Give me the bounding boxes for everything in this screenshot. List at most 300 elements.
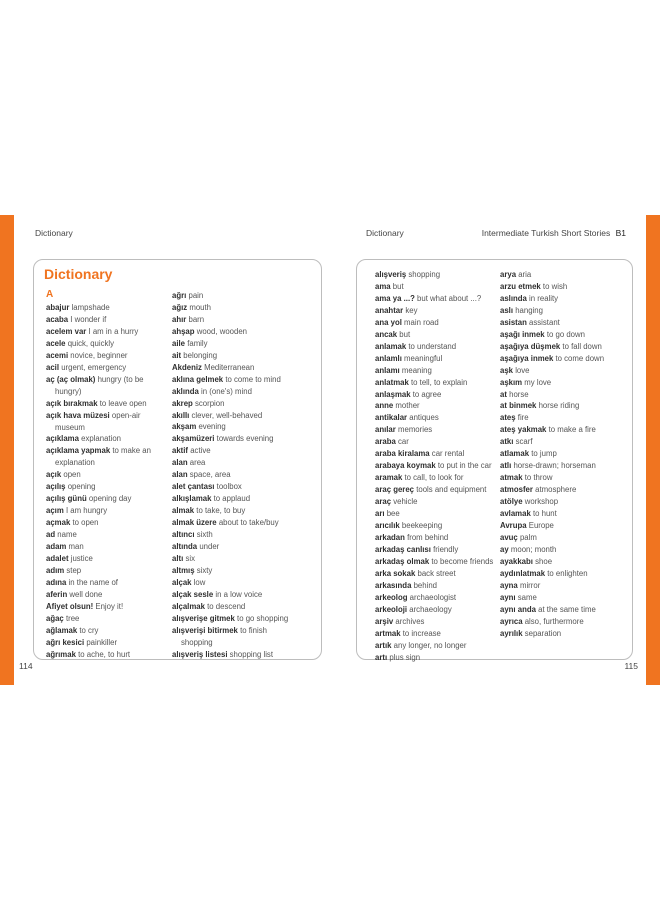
dictionary-entry xyxy=(46,445,171,457)
level-badge: B1 xyxy=(615,228,626,238)
dictionary-entry xyxy=(46,649,171,661)
dictionary-entry xyxy=(46,637,171,649)
headword: adam xyxy=(46,542,67,552)
dictionary-entry xyxy=(500,532,630,544)
headword: avlamak xyxy=(500,509,531,519)
dictionary-entry xyxy=(172,302,317,314)
headword: ancak xyxy=(375,329,398,339)
translation: urgent, emergency xyxy=(61,362,127,372)
translation: to finish xyxy=(240,625,267,635)
translation: same xyxy=(517,592,537,602)
headword: atmak xyxy=(500,473,523,483)
headword: ağız xyxy=(172,302,188,312)
translation: separation xyxy=(524,628,562,638)
dictionary-entry xyxy=(375,281,505,293)
translation: to come down xyxy=(555,353,605,363)
dictionary-entry xyxy=(46,326,171,338)
translation: to enlighten xyxy=(547,568,588,578)
headword: altı xyxy=(172,553,184,563)
translation: beekeeping xyxy=(401,521,443,531)
translation: pain xyxy=(188,291,204,300)
translation: love xyxy=(515,365,530,375)
left-running-head: Dictionary xyxy=(35,228,73,238)
headword: arşiv xyxy=(375,616,394,626)
translation: area xyxy=(189,458,206,468)
dictionary-entry xyxy=(172,613,317,625)
dictionary-entry xyxy=(500,604,630,616)
headword: aşağı inmek xyxy=(500,329,545,339)
dictionary-entry xyxy=(172,517,317,529)
left-page-number: 114 xyxy=(19,661,33,671)
dictionary-entry xyxy=(172,541,317,553)
dictionary-entry xyxy=(500,580,630,592)
dictionary-entry xyxy=(172,374,317,386)
headword: aynı xyxy=(500,592,516,602)
dictionary-entry xyxy=(172,386,317,398)
headword: at xyxy=(500,389,507,399)
headword: acele xyxy=(46,338,66,348)
headword: arkeolog xyxy=(375,592,408,602)
dictionary-entry xyxy=(375,652,505,664)
dictionary-entry xyxy=(375,412,505,424)
translation: about to take/buy xyxy=(218,518,279,528)
headword: açık xyxy=(46,470,62,480)
translation: wood, wooden xyxy=(196,326,248,336)
translation: back street xyxy=(417,568,456,578)
dictionary-entry xyxy=(172,290,317,302)
headword: alışveriş listesi xyxy=(172,649,228,659)
headword: aşağıya düşmek xyxy=(500,341,561,351)
headword: akşamüzeri xyxy=(172,434,215,444)
headword: ateş yakmak xyxy=(500,425,547,435)
headword: aslında xyxy=(500,293,527,303)
left-dictionary-box xyxy=(33,259,322,660)
dictionary-entry xyxy=(500,400,630,412)
dictionary-entry xyxy=(375,448,505,460)
dictionary-entry xyxy=(375,365,505,377)
translation: to wish xyxy=(542,281,568,291)
dictionary-entry xyxy=(172,457,317,469)
dictionary-entry xyxy=(375,353,505,365)
dictionary-entry xyxy=(46,481,171,493)
translation: horse xyxy=(509,389,529,399)
headword: alçalmak xyxy=(172,601,205,611)
translation: open xyxy=(63,470,81,480)
dictionary-entry xyxy=(375,532,505,544)
translation: bee xyxy=(386,509,400,519)
headword: Afiyet olsun! xyxy=(46,601,94,611)
headword: ayna xyxy=(500,580,518,590)
headword: alışverişe gitmek xyxy=(172,613,235,623)
translation-continued: explanation xyxy=(55,458,95,468)
translation: six xyxy=(185,553,195,563)
translation: opening xyxy=(67,482,96,492)
dictionary-entry xyxy=(46,338,171,350)
translation: meaningful xyxy=(404,353,443,363)
headword: antikalar xyxy=(375,413,408,423)
dictionary-entry xyxy=(172,601,317,613)
headword: arka sokak xyxy=(375,568,416,578)
translation: hungry (to be xyxy=(97,374,144,384)
translation: horse-drawn; horseman xyxy=(513,461,596,471)
headword: arıcılık xyxy=(375,521,400,531)
headword: arzu etmek xyxy=(500,281,541,291)
headword: altıncı xyxy=(172,530,195,540)
right-running-head-left: Dictionary xyxy=(366,228,404,238)
dictionary-entry xyxy=(172,469,317,481)
headword: acemi xyxy=(46,350,69,360)
headword: aynı anda xyxy=(500,604,536,614)
dictionary-entry xyxy=(375,436,505,448)
dictionary-entry xyxy=(500,448,630,460)
dictionary-entry xyxy=(46,589,171,601)
headword: arabaya koymak xyxy=(375,461,436,471)
dictionary-entry xyxy=(500,269,630,281)
translation: belonging xyxy=(183,350,218,360)
dictionary-entry xyxy=(172,649,317,661)
headword: ağlamak xyxy=(46,625,78,635)
headword: ahır xyxy=(172,314,187,324)
translation: archives xyxy=(395,616,425,626)
headword: almak üzere xyxy=(172,518,217,528)
headword: açıklama xyxy=(46,434,79,444)
dictionary-entry xyxy=(500,544,630,556)
headword: açmak xyxy=(46,518,71,528)
translation: toolbox xyxy=(216,482,242,492)
translation-continued: hungry) xyxy=(55,386,82,396)
dictionary-entry xyxy=(46,314,171,326)
headword: ağaç xyxy=(46,613,64,623)
dictionary-entry xyxy=(500,317,630,329)
dictionary-entry xyxy=(46,553,171,565)
headword: anlatmak xyxy=(375,377,409,387)
dictionary-entry xyxy=(46,469,171,481)
dictionary-entry xyxy=(172,326,317,338)
translation: palm xyxy=(519,532,537,542)
dictionary-entry xyxy=(500,365,630,377)
headword: aferin xyxy=(46,589,68,599)
translation: horse riding xyxy=(538,401,580,411)
headword: akrep xyxy=(172,398,193,408)
translation: I wonder if xyxy=(70,314,107,324)
translation: sixth xyxy=(196,530,213,540)
headword: altında xyxy=(172,542,198,552)
headword: açık hava müzesi xyxy=(46,410,110,420)
translation: to understand xyxy=(408,341,457,351)
dictionary-entry xyxy=(375,640,505,652)
translation: Mediterranean xyxy=(204,362,255,372)
translation: fire xyxy=(517,413,529,423)
dictionary-entry xyxy=(375,484,505,496)
headword: ayrıca xyxy=(500,616,523,626)
headword: alan xyxy=(172,470,188,480)
translation: novice, beginner xyxy=(70,350,128,360)
translation: key xyxy=(405,305,418,315)
translation: to throw xyxy=(524,473,553,483)
dictionary-entry xyxy=(46,541,171,553)
translation: under xyxy=(199,542,220,552)
translation-continued: museum xyxy=(55,422,85,432)
translation: meaning xyxy=(401,365,432,375)
headword: ait xyxy=(172,350,182,360)
headword: alçak sesle xyxy=(172,589,214,599)
translation: archaeologist xyxy=(409,592,457,602)
dictionary-entry xyxy=(46,398,171,410)
dictionary-entry xyxy=(46,374,171,386)
translation: my love xyxy=(524,377,552,387)
left-page-column-1 xyxy=(46,302,171,661)
headword: aslı xyxy=(500,305,514,315)
headword: Avrupa xyxy=(500,521,527,531)
book-title: Intermediate Turkish Short Stories xyxy=(481,228,611,238)
headword: atölye xyxy=(500,497,523,507)
headword: ayrılık xyxy=(500,628,523,638)
translation: but xyxy=(392,281,404,291)
headword: aile xyxy=(172,338,186,348)
dictionary-entry xyxy=(375,293,505,305)
translation: at the same time xyxy=(538,604,596,614)
dictionary-entry xyxy=(375,472,505,484)
translation: painkiller xyxy=(86,637,118,647)
headword: alan xyxy=(172,458,188,468)
headword: aramak xyxy=(375,473,403,483)
translation: to descend xyxy=(207,601,246,611)
dictionary-entry xyxy=(172,338,317,350)
dictionary-entry xyxy=(500,556,630,568)
headword: acil xyxy=(46,362,60,372)
translation: antiques xyxy=(409,413,439,423)
dictionary-entry xyxy=(375,460,505,472)
translation: mirror xyxy=(519,580,541,590)
headword: arkadaş canlısı xyxy=(375,544,431,554)
translation: Enjoy it! xyxy=(95,601,124,611)
dictionary-entry xyxy=(46,613,171,625)
headword: ama xyxy=(375,281,391,291)
translation: to tell, to explain xyxy=(410,377,468,387)
translation: tools and equipment xyxy=(416,485,487,495)
translation: Europe xyxy=(528,521,554,531)
dictionary-entry xyxy=(500,389,630,401)
dictionary-entry xyxy=(375,269,505,281)
dictionary-entry xyxy=(375,496,505,508)
translation: to become friends xyxy=(431,556,494,566)
translation: to applaud xyxy=(213,494,251,504)
dictionary-entry xyxy=(46,625,171,637)
translation: to increase xyxy=(402,628,441,638)
translation: car xyxy=(397,437,409,447)
headword: adına xyxy=(46,577,67,587)
headword: adım xyxy=(46,565,65,575)
headword: araç gereç xyxy=(375,485,415,495)
dictionary-entry xyxy=(172,565,317,577)
translation: to leave open xyxy=(99,398,147,408)
dictionary-entry xyxy=(375,520,505,532)
headword: altmış xyxy=(172,565,195,575)
translation: active xyxy=(190,446,211,456)
headword: arkeoloji xyxy=(375,604,408,614)
translation: but what about ...? xyxy=(417,293,482,303)
translation: to agree xyxy=(412,389,442,399)
translation: to jump xyxy=(531,449,557,459)
headword: at binmek xyxy=(500,401,537,411)
dictionary-entry xyxy=(46,577,171,589)
dictionary-entry xyxy=(375,424,505,436)
dictionary-entry xyxy=(500,377,630,389)
translation: from behind xyxy=(407,532,449,542)
headword: anne xyxy=(375,401,394,411)
headword: araba xyxy=(375,437,396,447)
dictionary-entry xyxy=(500,281,630,293)
translation: to take, to buy xyxy=(196,506,246,516)
dictionary-entry xyxy=(172,505,317,517)
translation: also, furthermore xyxy=(524,616,584,626)
dictionary-entry xyxy=(375,604,505,616)
translation: lampshade xyxy=(71,303,110,312)
translation: space, area xyxy=(189,470,231,480)
dictionary-entry xyxy=(500,353,630,365)
dictionary-entry xyxy=(500,496,630,508)
dictionary-entry xyxy=(375,317,505,329)
translation: atmosphere xyxy=(535,485,577,495)
dictionary-entry xyxy=(375,616,505,628)
dictionary-entry xyxy=(500,616,630,628)
headword: alışverişi bitirmek xyxy=(172,625,238,635)
dictionary-entry xyxy=(46,493,171,505)
dictionary-entry xyxy=(46,302,171,314)
dictionary-entry xyxy=(375,592,505,604)
dictionary-entry xyxy=(500,484,630,496)
translation: aria xyxy=(518,270,532,279)
dictionary-entry xyxy=(375,377,505,389)
headword: asistan xyxy=(500,317,527,327)
headword: ay xyxy=(500,544,509,554)
translation: archaeology xyxy=(409,604,452,614)
dictionary-entry xyxy=(172,314,317,326)
translation: step xyxy=(66,565,82,575)
dictionary-entry xyxy=(46,565,171,577)
dictionary-entry xyxy=(500,436,630,448)
headword: ana yol xyxy=(375,317,402,327)
translation: assistant xyxy=(529,317,560,327)
headword: ateş xyxy=(500,413,516,423)
headword: atkı xyxy=(500,437,514,447)
headword: avuç xyxy=(500,532,518,542)
headword: açıklama yapmak xyxy=(46,446,111,456)
translation: plus sign xyxy=(389,652,421,662)
headword: akşam xyxy=(172,422,197,432)
translation: I am hungry xyxy=(65,506,108,516)
dictionary-entry xyxy=(500,628,630,640)
dictionary-entry xyxy=(375,580,505,592)
left-page-tab xyxy=(0,215,14,685)
translation: evening xyxy=(198,422,226,432)
dictionary-entry xyxy=(500,424,630,436)
translation: barn xyxy=(188,314,205,324)
headword: anlamlı xyxy=(375,353,402,363)
headword: adalet xyxy=(46,554,69,564)
translation: opening day xyxy=(88,494,132,504)
headword: ağrımak xyxy=(46,649,76,659)
translation: to call, to look for xyxy=(404,473,464,483)
headword: anılar xyxy=(375,425,396,435)
translation: to go down xyxy=(546,329,585,339)
dictionary-entry xyxy=(46,433,171,445)
translation: moon; month xyxy=(510,544,557,554)
right-page-number: 115 xyxy=(624,661,638,671)
headword: alışveriş xyxy=(375,270,407,279)
translation: sixty xyxy=(196,565,213,575)
dictionary-entry xyxy=(500,412,630,424)
dictionary-entry xyxy=(46,350,171,362)
translation: vehicle xyxy=(393,497,418,507)
page-title: Dictionary xyxy=(44,266,113,282)
headword: alet çantası xyxy=(172,482,215,492)
headword: ahşap xyxy=(172,326,195,336)
headword: açık bırakmak xyxy=(46,398,98,408)
translation: well done xyxy=(69,589,103,599)
dictionary-entry xyxy=(500,341,630,353)
translation: man xyxy=(68,542,84,552)
right-page-column-1 xyxy=(375,269,505,663)
translation: to go shopping xyxy=(237,613,289,623)
translation: tree xyxy=(65,613,80,623)
translation: open-air xyxy=(111,410,141,420)
translation: shopping list xyxy=(229,649,273,659)
headword: aklında xyxy=(172,386,199,396)
headword: aşağıya inmek xyxy=(500,353,554,363)
dictionary-entry xyxy=(172,362,317,374)
translation: to cry xyxy=(79,625,99,635)
headword: abajur xyxy=(46,303,70,312)
dictionary-entry xyxy=(500,568,630,580)
translation: shoe xyxy=(535,556,553,566)
translation: justice xyxy=(70,554,93,564)
headword: akıllı xyxy=(172,410,190,420)
dictionary-entry xyxy=(375,389,505,401)
headword: atlamak xyxy=(500,449,530,459)
translation: name xyxy=(57,530,77,540)
dictionary-entry xyxy=(375,305,505,317)
dictionary-entry xyxy=(172,625,317,637)
dictionary-entry xyxy=(172,433,317,445)
translation: mouth xyxy=(189,302,212,312)
left-page-column-2 xyxy=(172,290,317,661)
translation: friendly xyxy=(433,544,459,554)
translation: to fall down xyxy=(562,341,602,351)
translation: mother xyxy=(395,401,420,411)
translation: any longer, no longer xyxy=(393,640,467,650)
translation: hanging xyxy=(515,305,543,315)
translation: memories xyxy=(397,425,433,435)
headword: arkadaş olmak xyxy=(375,556,430,566)
dictionary-entry xyxy=(46,410,171,422)
headword: açılış günü xyxy=(46,494,87,504)
dictionary-entry xyxy=(375,556,505,568)
dictionary-entry xyxy=(46,505,171,517)
dictionary-entry xyxy=(375,628,505,640)
translation: behind xyxy=(413,580,438,590)
translation: I am in a hurry xyxy=(88,326,139,336)
headword: ağrı xyxy=(172,291,187,300)
right-page-column-2 xyxy=(500,269,630,640)
translation: explanation xyxy=(81,434,122,444)
headword: aşkım xyxy=(500,377,523,387)
headword: acaba xyxy=(46,314,69,324)
dictionary-entry xyxy=(500,293,630,305)
dictionary-entry xyxy=(172,553,317,565)
translation-continued: shopping xyxy=(181,637,213,647)
translation: in (one's) mind xyxy=(201,386,252,396)
